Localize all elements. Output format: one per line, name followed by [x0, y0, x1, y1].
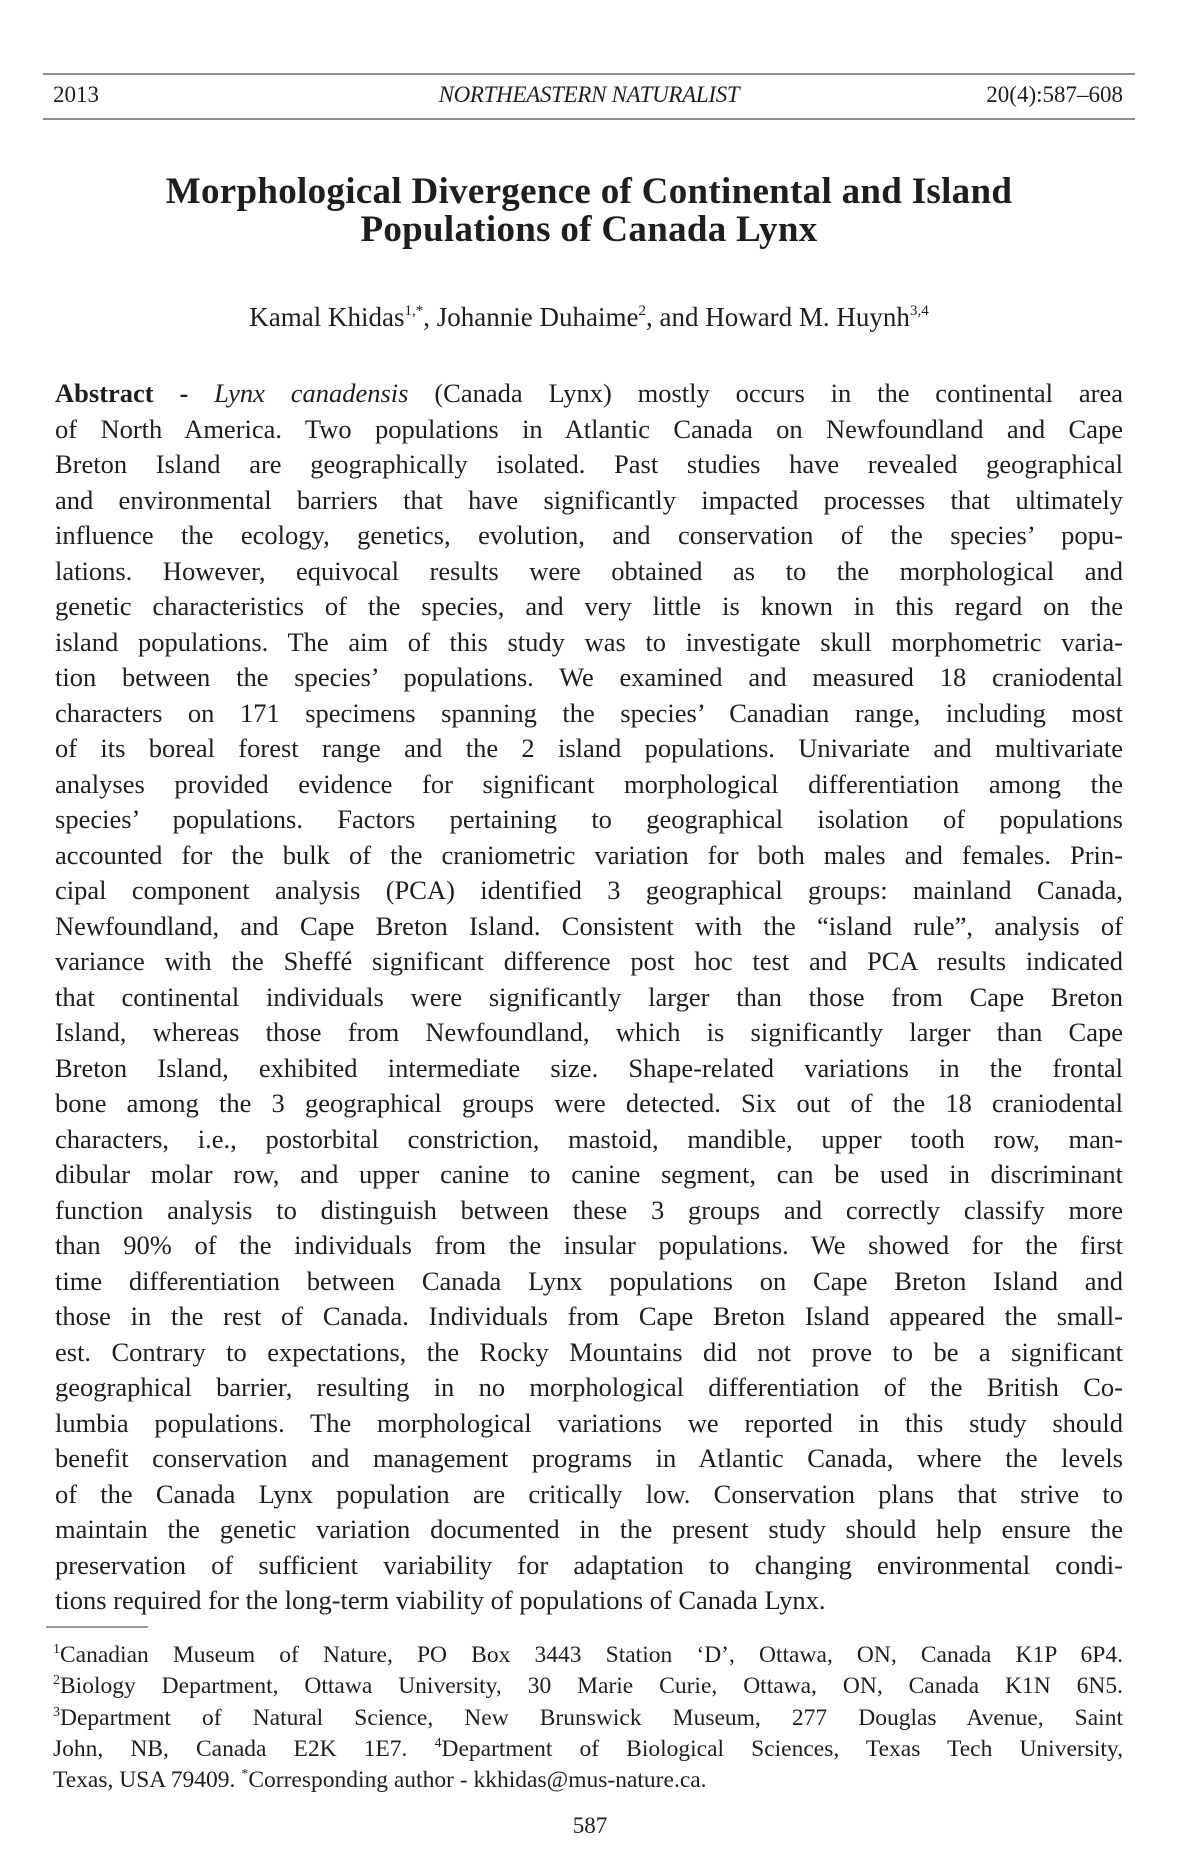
abstract-line: genetic characteristics of the species, and very little is known in this regard on the	[55, 591, 1123, 621]
abstract-line: Breton Island, exhibited intermediate size. Shape-related variations in the frontal	[55, 1052, 1123, 1083]
footnote-marker: 1	[53, 1642, 60, 1657]
abstract-line: of the Canada Lynx population are critically low. Conservation plans that strive to	[55, 1478, 1123, 1509]
footnote-text: Texas, USA 79409.	[53, 1767, 242, 1793]
abstract-line: maintain the genetic variation documented in the present study should help ensure the	[55, 1514, 1123, 1544]
footnote-text: Biology Department, Ottawa University, 30 Marie Curie, Ottawa, ON, Canada K1N 6N5.	[60, 1673, 1123, 1700]
abstract-line: tions required for the long-term viability of populations of Canada Lynx.	[55, 1585, 826, 1615]
running-head-issue: 20(4):587–608	[986, 82, 1123, 107]
abstract-line: Newfoundland, and Cape Breton Island. Consistent with the “island rule”, analysis of	[55, 910, 1123, 941]
footnote-text: Canadian Museum of Nature, PO Box 3443 Station ‘D’, Ottawa, ON, Canada K1P 6P4.	[60, 1642, 1123, 1668]
abstract-line: characters on 171 specimens spanning the species’ Canadian range, including most	[55, 697, 1123, 728]
abstract-line: benefit conservation and management programs in Atlantic Canada, where the levels	[55, 1443, 1123, 1473]
footnote-text: John, NB, Canada E2K 1E7.	[53, 1735, 435, 1762]
author-list	[0, 300, 1178, 339]
abstract-line: preservation of sufficient variability for adaptation to changing environmental condi-	[55, 1549, 1123, 1580]
header-rule-top	[43, 73, 1135, 75]
author-affiliation-marker: 2	[638, 303, 646, 319]
species-name: Lynx canadensis	[214, 378, 409, 408]
footnotes	[53, 1640, 1123, 1796]
abstract-line: of North America. Two populations in Atlantic Canada on Newfoundland and Cape	[55, 413, 1123, 444]
author-separator: ,	[423, 302, 437, 332]
header-rule-bottom	[43, 118, 1135, 120]
abstract-line: analyses provided evidence for significant morphological differentiation among the	[55, 768, 1123, 799]
running-head-journal: NORTHEASTERN NATURALIST	[438, 82, 740, 107]
abstract-line: lumbia populations. The morphological variations we reported in this study should	[55, 1407, 1123, 1438]
author-affiliation-marker: 1,*	[404, 303, 424, 319]
abstract-body	[55, 412, 1123, 1619]
author-name: Howard M. Huynh	[705, 302, 910, 332]
footnote-text: Corresponding author - kkhidas@mus-nature.ca.	[248, 1767, 707, 1793]
abstract-line: cipal component analysis (PCA) identified 3 geographical groups: mainland Canada,	[55, 875, 1123, 905]
author-name: Kamal Khidas	[249, 302, 405, 332]
footnote-line	[53, 1671, 1123, 1702]
abstract-line: than 90% of the individuals from the insular populations. We showed for the first	[55, 1230, 1123, 1260]
abstract-text: (Canada Lynx) mostly occurs in the continental area	[408, 378, 1123, 408]
footnote-text: Department of Natural Science, New Brunswick Museum, 277 Douglas Avenue, Saint	[60, 1704, 1123, 1731]
footnote-line	[53, 1703, 1123, 1734]
abstract-line: that continental individuals were significantly larger than those from Cape Breton	[55, 981, 1123, 1012]
abstract-line: and environmental barriers that have significantly impacted processes that ultimately	[55, 484, 1123, 515]
abstract-line: accounted for the bulk of the craniometric variation for both males and females. Prin-	[55, 839, 1123, 870]
abstract-line: variance with the Sheffé significant difference post hoc test and PCA results indicated	[55, 946, 1123, 976]
abstract-line	[55, 376, 1123, 412]
abstract-line: function analysis to distinguish between these 3 groups and correctly classify more	[55, 1194, 1123, 1225]
footnote-marker: *	[241, 1767, 249, 1782]
running-head-year: 2013	[53, 82, 99, 107]
footnote-line	[53, 1765, 1123, 1796]
abstract-label: Abstract -	[55, 378, 215, 408]
abstract-line: island populations. The aim of this study was to investigate skull morphometric varia-	[55, 626, 1123, 657]
article-title-line-2: Populations of Canada Lynx	[360, 209, 818, 250]
abstract-line: dibular molar row, and upper canine to canine segment, can be used in discriminant	[55, 1159, 1123, 1189]
article-title-line-1: Morphological Divergence of Continental and Island	[165, 171, 1013, 212]
abstract	[55, 376, 1123, 1619]
footnote-text: Department of Biological Sciences, Texas Tech University,	[441, 1735, 1124, 1762]
abstract-line: Breton Island are geographically isolated. Past studies have revealed geographical	[55, 449, 1123, 479]
page-number: 587	[572, 1813, 608, 1838]
abstract-line: time differentiation between Canada Lynx populations on Cape Breton Island and	[55, 1265, 1123, 1296]
abstract-line: bone among the 3 geographical groups were detected. Six out of the 18 craniodental	[55, 1088, 1123, 1118]
footnote-marker: 2	[53, 1673, 60, 1689]
abstract-line: Island, whereas those from Newfoundland, which is significantly larger than Cape	[55, 1017, 1123, 1047]
author-affiliation-marker: 3,4	[909, 303, 929, 319]
footnote-marker: 3	[53, 1704, 60, 1720]
footnote-rule	[46, 1626, 148, 1628]
author-separator: , and	[645, 302, 706, 332]
abstract-line: geographical barrier, resulting in no morphological differentiation of the British Co-	[55, 1372, 1123, 1402]
abstract-line: those in the rest of Canada. Individuals from Cape Breton Island appeared the small-	[55, 1301, 1123, 1331]
footnote-line	[53, 1734, 1123, 1765]
abstract-line: of its boreal forest range and the 2 island populations. Univariate and multivariate	[55, 733, 1123, 763]
footnote-marker: 4	[434, 1735, 442, 1751]
footnote-line	[53, 1640, 1123, 1671]
abstract-line: est. Contrary to expectations, the Rocky Mountains did not prove to be a significant	[55, 1336, 1123, 1367]
abstract-line: characters, i.e., postorbital constriction, mastoid, mandible, upper tooth row, man-	[55, 1123, 1123, 1154]
author-name: Johannie Duhaime	[436, 302, 639, 332]
abstract-line: species’ populations. Factors pertaining to geographical isolation of populations	[55, 804, 1123, 834]
abstract-line: tion between the species’ populations. We examined and measured 18 craniodental	[55, 662, 1123, 692]
abstract-line: lations. However, equivocal results were obtained as to the morphological and	[55, 555, 1123, 586]
abstract-line: influence the ecology, genetics, evolution, and conservation of the species’ popu-	[55, 520, 1123, 550]
